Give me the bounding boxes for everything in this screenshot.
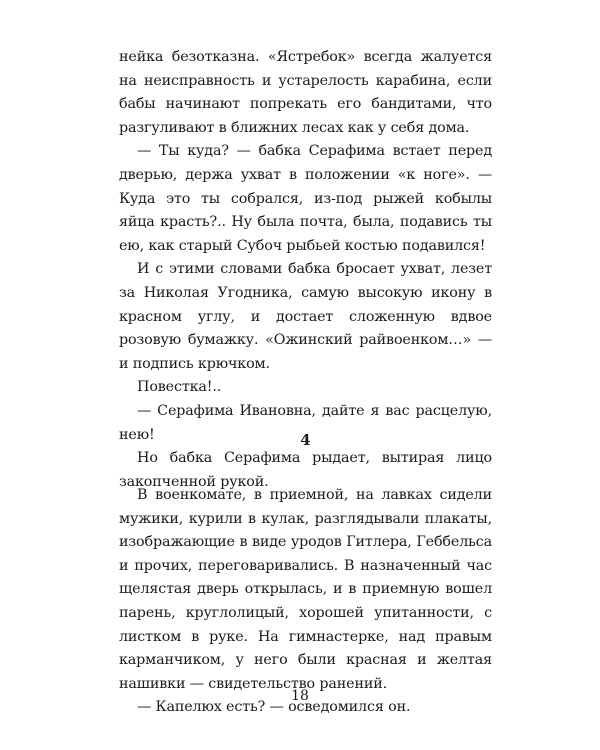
paragraph: В военкомате, в приемной, на лавках сидели мужики, курили в кулак, разглядывали плакаты, изображающие в виде уродов Гитлера, Геббельса и прочих, переговаривались. В назначенный час щелястая дверь открылась, и в приемную вошел парень, круглолицый, хорошей упитанности, с листком в руке. На гимнастерке, над правым карманчиком, у него были красная и желтая нашивки — свидетельство ранений.	[119, 487, 492, 692]
paragraph: — Серафима Ивановна, дайте я вас расцелую, нею!	[119, 402, 492, 443]
paragraph: И с этими словами бабка бросает ухват, лезет за Николая Угодника, самую высокую икону в красном углу, и достает сложенную вдвое розовую бумажку. «Ожинский райвоенком…» — и подпись крючком.	[119, 261, 492, 372]
text-block-bottom	[119, 484, 492, 720]
paragraph: — Ты куда? — бабка Серафима встает перед дверью, держа ухват в положении «к ноге». — Куда это ты собрался, из-под рыжей кобылы яйца красть?.. Ну была почта, была, подавись ты ею, как старый Субоч рыбьей костью подавился!	[119, 143, 492, 254]
page-number: 18	[291, 688, 309, 704]
paragraph: нейка безотказна. «Ястребок» всегда жалуется на неисправность и устарелость карабина, если бабы начинают попрекать его бандитами, что разгуливают в ближних лесах как у себя дома.	[119, 49, 492, 136]
text-block-top	[119, 46, 492, 494]
paragraph: — Капелюх есть? — осведомился он.	[137, 699, 411, 716]
paragraph: Повестка!..	[137, 379, 222, 396]
chapter-heading: 4	[300, 431, 311, 449]
paragraph: Но бабка Серафима рыдает, вытирая лицо закопченной рукой.	[119, 450, 492, 490]
